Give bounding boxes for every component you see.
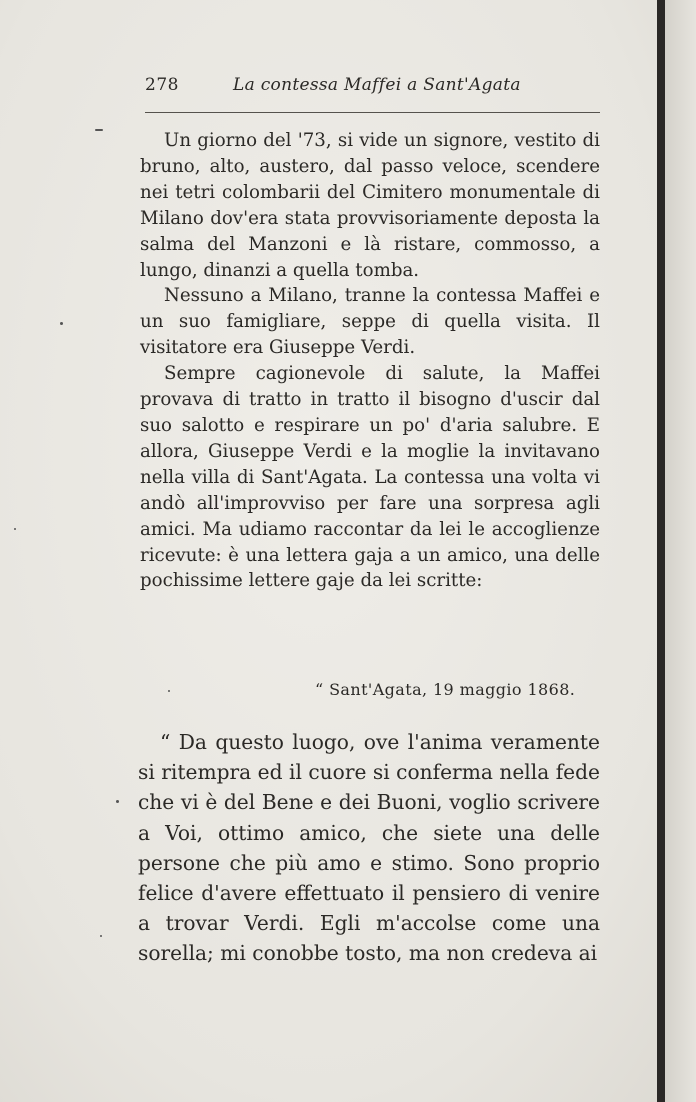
letter-dateline: “ Sant'Agata, 19 maggio 1868. xyxy=(315,680,576,699)
letter-text xyxy=(138,727,600,969)
header-rule xyxy=(145,112,600,113)
body-text xyxy=(140,128,600,594)
paragraph: Un giorno del '73, si vide un signore, vestito di bruno, alto, austero, dal passo veloce, scendere nei tetri colombarii del Cimitero monumentale di Milano dov'era stata provvisoriamente deposta la salma del Manzoni e là ristare, commosso, a lungo, dinanzi a quella tomba. xyxy=(140,130,600,281)
speck xyxy=(60,322,63,325)
speck xyxy=(168,690,170,692)
speck xyxy=(14,528,16,530)
book-edge xyxy=(665,0,696,1102)
running-title: La contessa Maffei a Sant'Agata xyxy=(233,75,521,95)
speck xyxy=(95,129,103,131)
letter-paragraph: “ Da questo luogo, ove l'anima veramente si ritempra ed il cuore si conferma nella fede che vi è del Bene e dei Buoni, voglio scrivere a Voi, ottimo amico, che siete una delle persone che più amo e stimo. Sono proprio felice d'avere effettuato il pensiero di venire a trovar Verdi. Egli m'accolse come una sorella; mi conobbe tosto, ma non credeva ai xyxy=(138,730,600,966)
speck xyxy=(116,800,119,803)
page-number: 278 xyxy=(145,75,179,95)
book-spine-shadow xyxy=(657,0,665,1102)
page-header xyxy=(145,75,600,101)
paragraph: Sempre cagionevole di salute, la Maffei provava di tratto in tratto il bisogno d'uscir dal suo salotto e respirare un po' d'aria salubre. E allora, Giuseppe Verdi e la moglie la invitavano nella villa di Sant'Agata. La contessa una volta vi andò all'improvviso per fare una sorpresa agli amici. Ma udiamo raccontar da lei le accoglienze ricevute: è una lettera gaja a un amico, una delle pochissime lettere gaje da lei scritte: xyxy=(140,363,600,592)
paragraph: Nessuno a Milano, tranne la contessa Maffei e un suo famigliare, seppe di quella visita. Il visitatore era Giuseppe Verdi. xyxy=(140,285,600,359)
speck xyxy=(100,935,102,937)
